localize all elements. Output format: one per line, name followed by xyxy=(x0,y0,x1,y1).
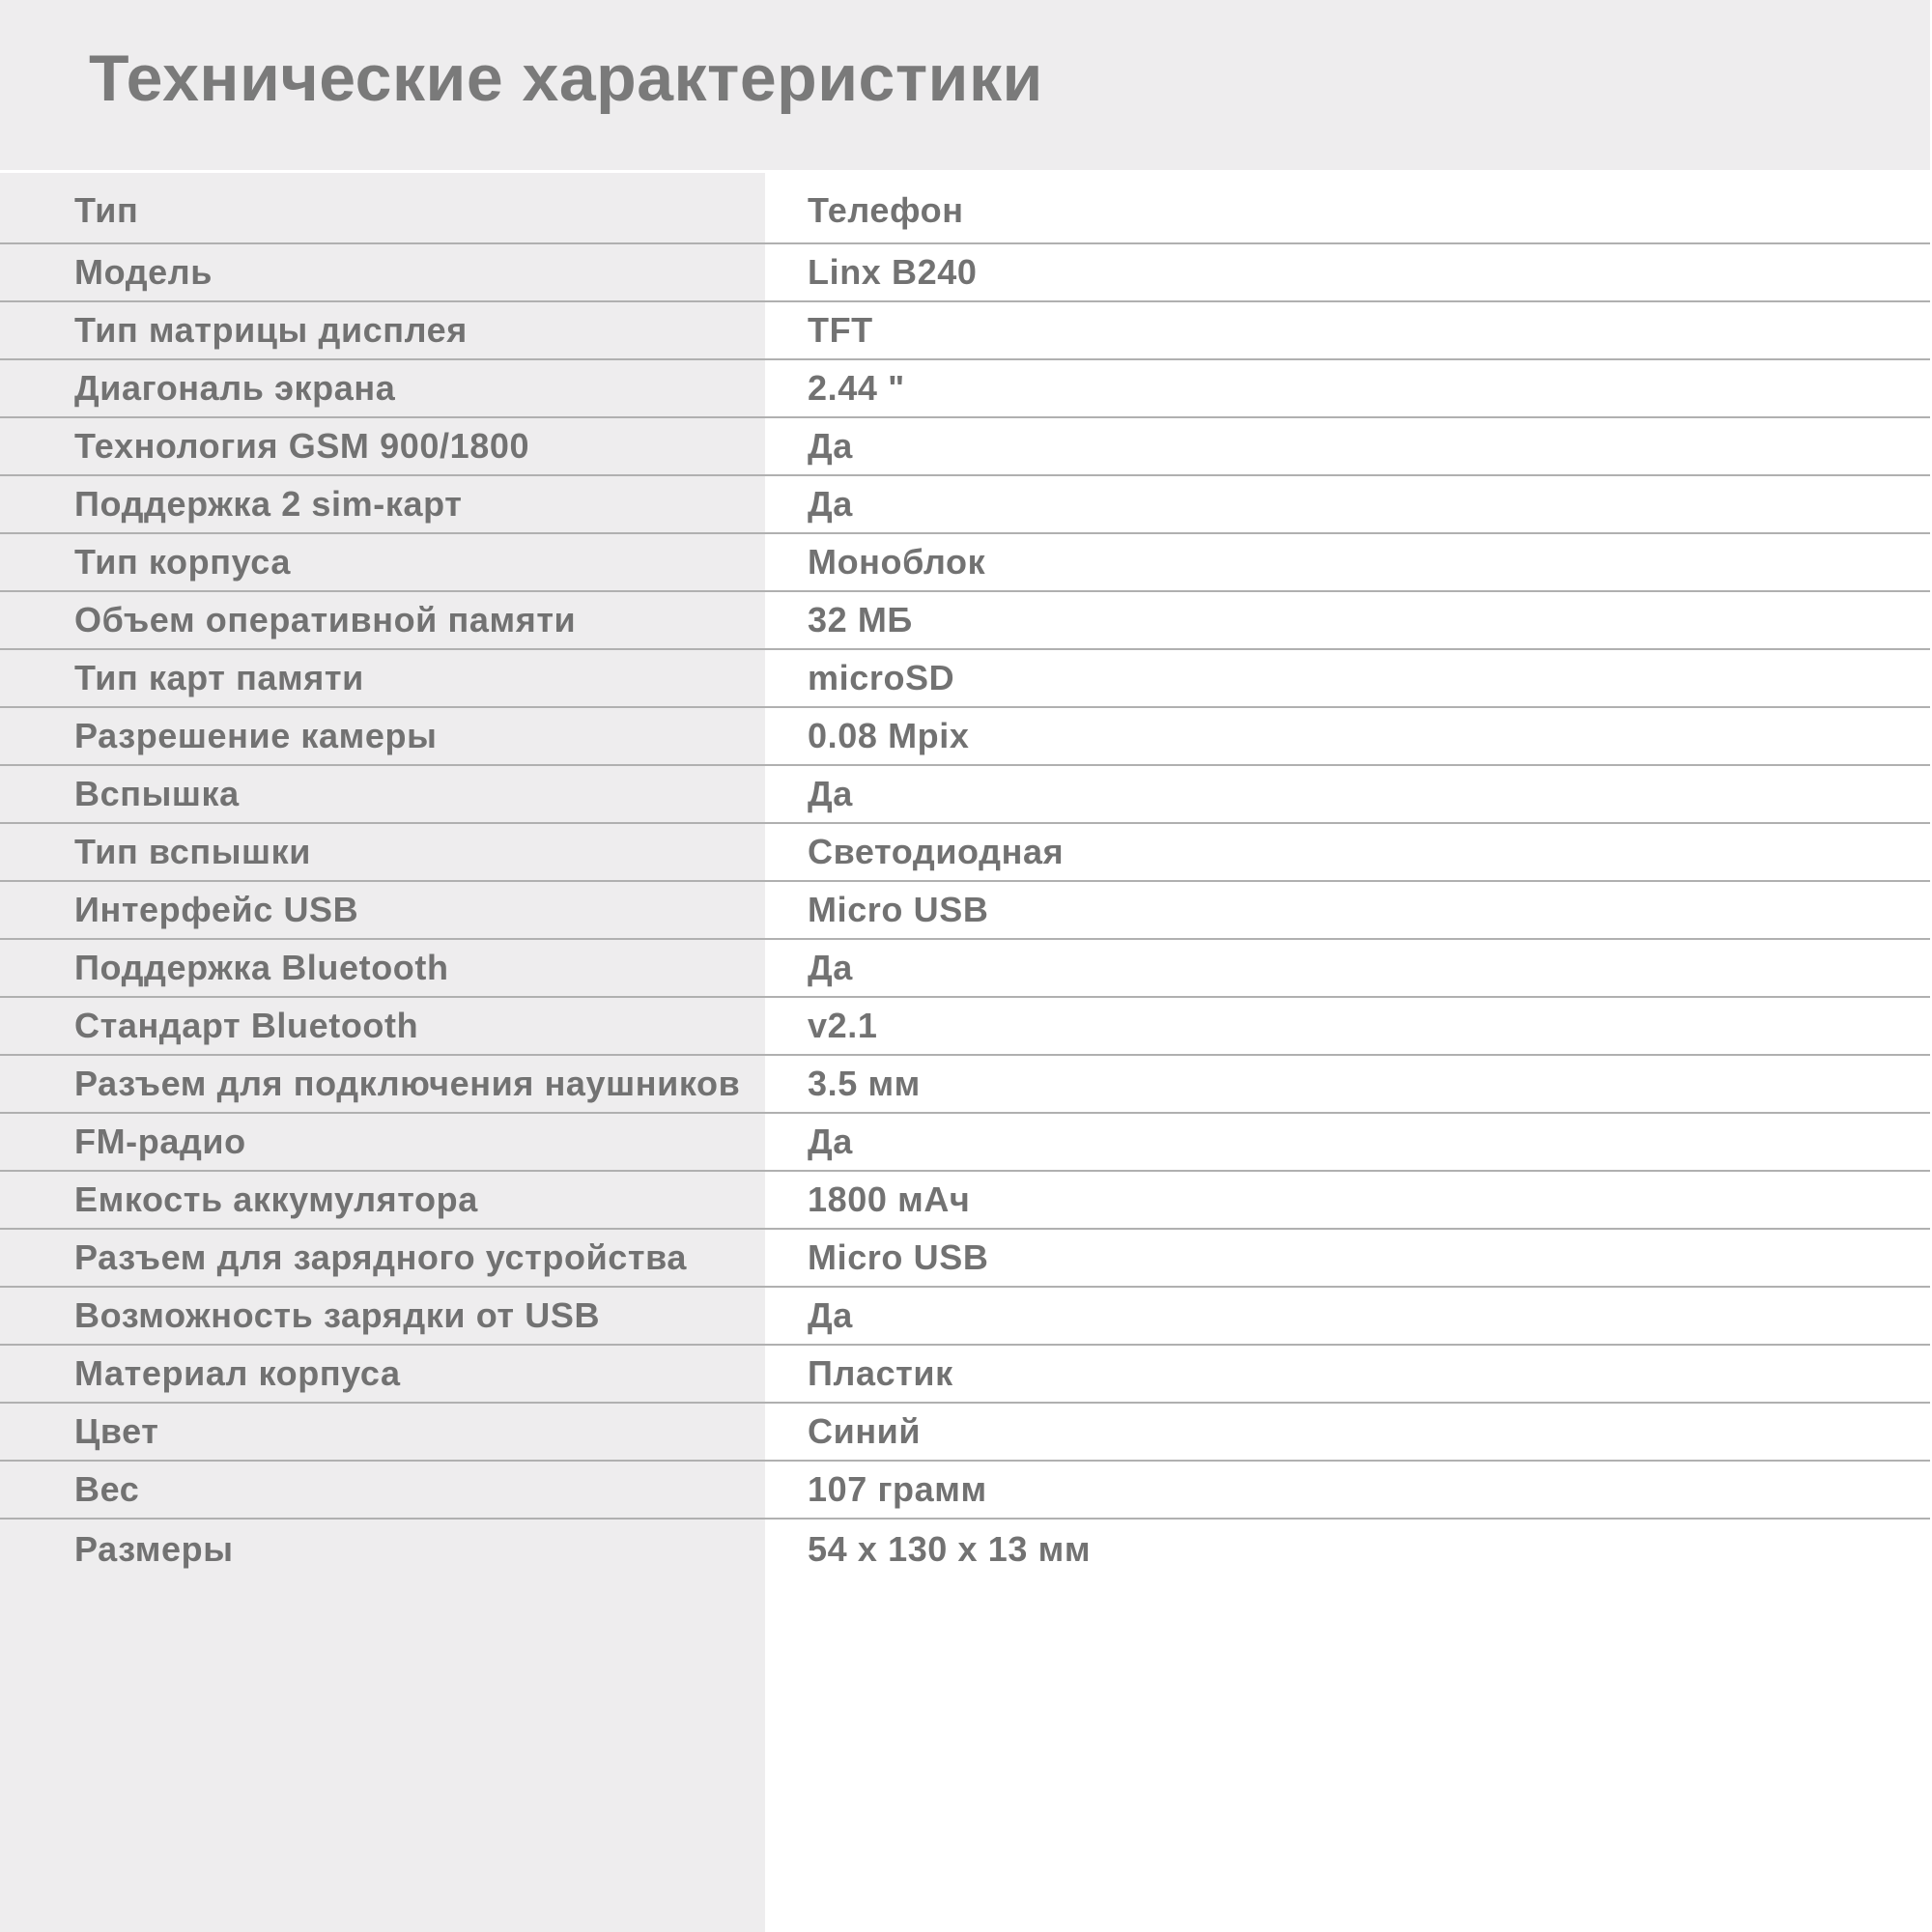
spec-row xyxy=(0,940,1930,998)
spec-label: Материал корпуса xyxy=(74,1353,401,1393)
spec-value: TFT xyxy=(808,310,873,350)
spec-row xyxy=(0,1404,1930,1462)
spec-label: Поддержка Bluetooth xyxy=(74,948,449,987)
spec-row xyxy=(0,824,1930,882)
spec-value: v2.1 xyxy=(808,1006,878,1045)
spec-label: Разъем для зарядного устройства xyxy=(74,1237,688,1277)
spec-row xyxy=(0,592,1930,650)
spec-value: 0.08 Mpix xyxy=(808,716,970,755)
spec-value: Micro USB xyxy=(808,1237,989,1277)
spec-value: 3.5 мм xyxy=(808,1064,921,1103)
spec-label: Объем оперативной памяти xyxy=(74,600,577,639)
spec-row xyxy=(0,1056,1930,1114)
spec-value: Синий xyxy=(808,1411,922,1451)
spec-row xyxy=(0,1230,1930,1288)
spec-value: 2.44 " xyxy=(808,368,905,408)
spec-label: Технология GSM 900/1800 xyxy=(74,426,530,466)
spec-row xyxy=(0,1288,1930,1346)
spec-row xyxy=(0,1114,1930,1172)
spec-value: 107 грамм xyxy=(808,1469,987,1509)
spec-label: Стандарт Bluetooth xyxy=(74,1006,419,1045)
spec-row xyxy=(0,1172,1930,1230)
spec-value: Micro USB xyxy=(808,890,989,929)
spec-row xyxy=(0,302,1930,360)
spec-value: Моноблок xyxy=(808,542,986,582)
spec-row xyxy=(0,360,1930,418)
spec-table xyxy=(0,173,1930,1577)
spec-label: Тип карт памяти xyxy=(74,658,364,697)
spec-value: Да xyxy=(808,948,853,987)
spec-value: Да xyxy=(808,1295,853,1335)
spec-row xyxy=(0,1520,1930,1577)
spec-row xyxy=(0,173,1930,244)
spec-label: Тип корпуса xyxy=(74,542,291,582)
spec-label: Интерфейс USB xyxy=(74,890,359,929)
spec-value: Телефон xyxy=(808,190,964,230)
spec-label: Возможность зарядки от USB xyxy=(74,1295,601,1335)
spec-row xyxy=(0,882,1930,940)
spec-label: Разъем для подключения наушников xyxy=(74,1064,741,1103)
header-band xyxy=(0,0,1930,170)
spec-row xyxy=(0,650,1930,708)
spec-row xyxy=(0,244,1930,302)
spec-row xyxy=(0,534,1930,592)
spec-label: Емкость аккумулятора xyxy=(74,1179,478,1219)
spec-label: Поддержка 2 sim-карт xyxy=(74,484,463,524)
spec-label: Тип xyxy=(74,190,139,230)
spec-value: Да xyxy=(808,774,853,813)
spec-label: Тип матрицы дисплея xyxy=(74,310,468,350)
spec-value: microSD xyxy=(808,658,955,697)
spec-row xyxy=(0,766,1930,824)
spec-label: Цвет xyxy=(74,1411,159,1451)
spec-label: Вес xyxy=(74,1469,140,1509)
spec-label: Размеры xyxy=(74,1529,234,1569)
spec-label: Тип вспышки xyxy=(74,832,311,871)
spec-value: Linx B240 xyxy=(808,252,978,292)
spec-label: Диагональ экрана xyxy=(74,368,396,408)
spec-value: 54 x 130 x 13 мм xyxy=(808,1529,1092,1569)
spec-value: Пластик xyxy=(808,1353,953,1393)
spec-label: Вспышка xyxy=(74,774,240,813)
spec-row xyxy=(0,418,1930,476)
spec-value: Да xyxy=(808,1122,853,1161)
spec-row xyxy=(0,998,1930,1056)
spec-row xyxy=(0,1462,1930,1520)
spec-row xyxy=(0,476,1930,534)
spec-label: FM-радио xyxy=(74,1122,246,1161)
spec-value: 1800 мАч xyxy=(808,1179,971,1219)
spec-value: Да xyxy=(808,426,853,466)
spec-row xyxy=(0,1346,1930,1404)
spec-label: Разрешение камеры xyxy=(74,716,438,755)
spec-value: Да xyxy=(808,484,853,524)
spec-row xyxy=(0,708,1930,766)
spec-value: 32 МБ xyxy=(808,600,913,639)
spec-value: Светодиодная xyxy=(808,832,1065,871)
spec-label: Модель xyxy=(74,252,213,292)
page-title: Технические характеристики xyxy=(89,42,1043,115)
